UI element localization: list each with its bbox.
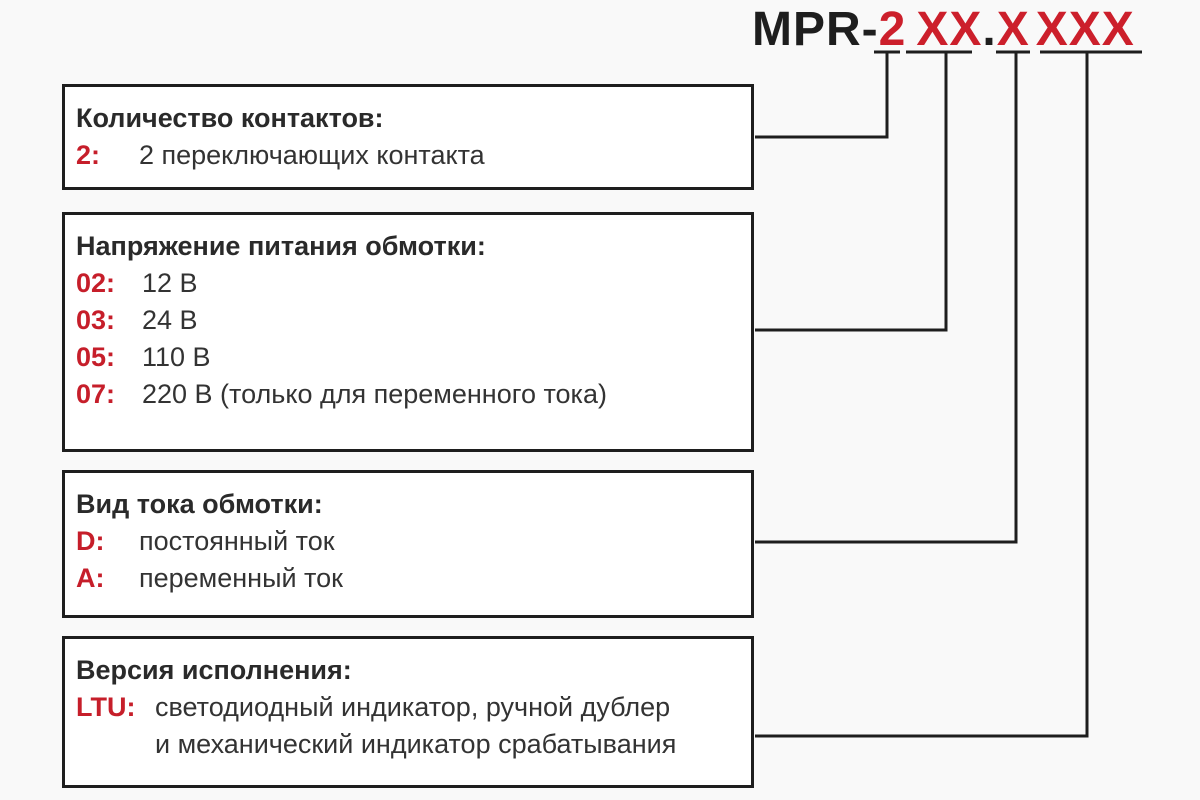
box-version	[62, 636, 754, 788]
option-key: 05:	[76, 342, 116, 372]
option-key: A:	[76, 563, 105, 593]
option-row	[76, 339, 751, 376]
option-value: 12 В	[142, 268, 198, 298]
code-dot: .	[982, 3, 997, 56]
option-row	[76, 376, 751, 413]
box-current-type	[62, 470, 754, 618]
option-value-continuation: и механический индикатор срабатывания	[155, 729, 677, 759]
option-value: постоянный ток	[139, 526, 335, 556]
code-segment-contacts: 2	[878, 3, 907, 56]
option-row	[76, 689, 751, 726]
box-title: Вид тока обмотки:	[76, 489, 323, 519]
connector-version	[755, 52, 1087, 736]
option-key: D:	[76, 526, 105, 556]
code-segment-current-type: X	[996, 3, 1030, 56]
option-value: 24 В	[142, 305, 198, 335]
option-key: 02:	[76, 268, 116, 298]
option-row	[76, 560, 751, 597]
option-value: 110 В	[142, 342, 211, 372]
code-segment-voltage: XX	[916, 3, 983, 56]
option-row	[76, 137, 751, 174]
option-value: светодиодный индикатор, ручной дублер	[155, 692, 671, 722]
box-contacts	[62, 84, 754, 190]
box-title: Количество контактов:	[76, 103, 384, 133]
code-segment-version: XXX	[1035, 3, 1135, 56]
option-row	[76, 265, 751, 302]
option-key: 03:	[76, 305, 116, 335]
option-key: 2:	[76, 140, 101, 170]
connector-voltage	[755, 52, 946, 330]
option-key: 07:	[76, 379, 116, 409]
code-prefix: MPR-	[752, 3, 879, 56]
box-voltage	[62, 212, 754, 452]
option-key: LTU:	[76, 692, 136, 722]
box-title: Версия исполнения:	[76, 655, 352, 685]
option-value: 220 В (только для переменного тока)	[142, 379, 607, 409]
box-title: Напряжение питания обмотки:	[76, 231, 486, 261]
option-value: 2 переключающих контакта	[139, 140, 485, 170]
option-row	[76, 523, 751, 560]
option-row	[76, 302, 751, 339]
option-value: переменный ток	[139, 563, 343, 593]
connector-contacts	[755, 52, 887, 137]
